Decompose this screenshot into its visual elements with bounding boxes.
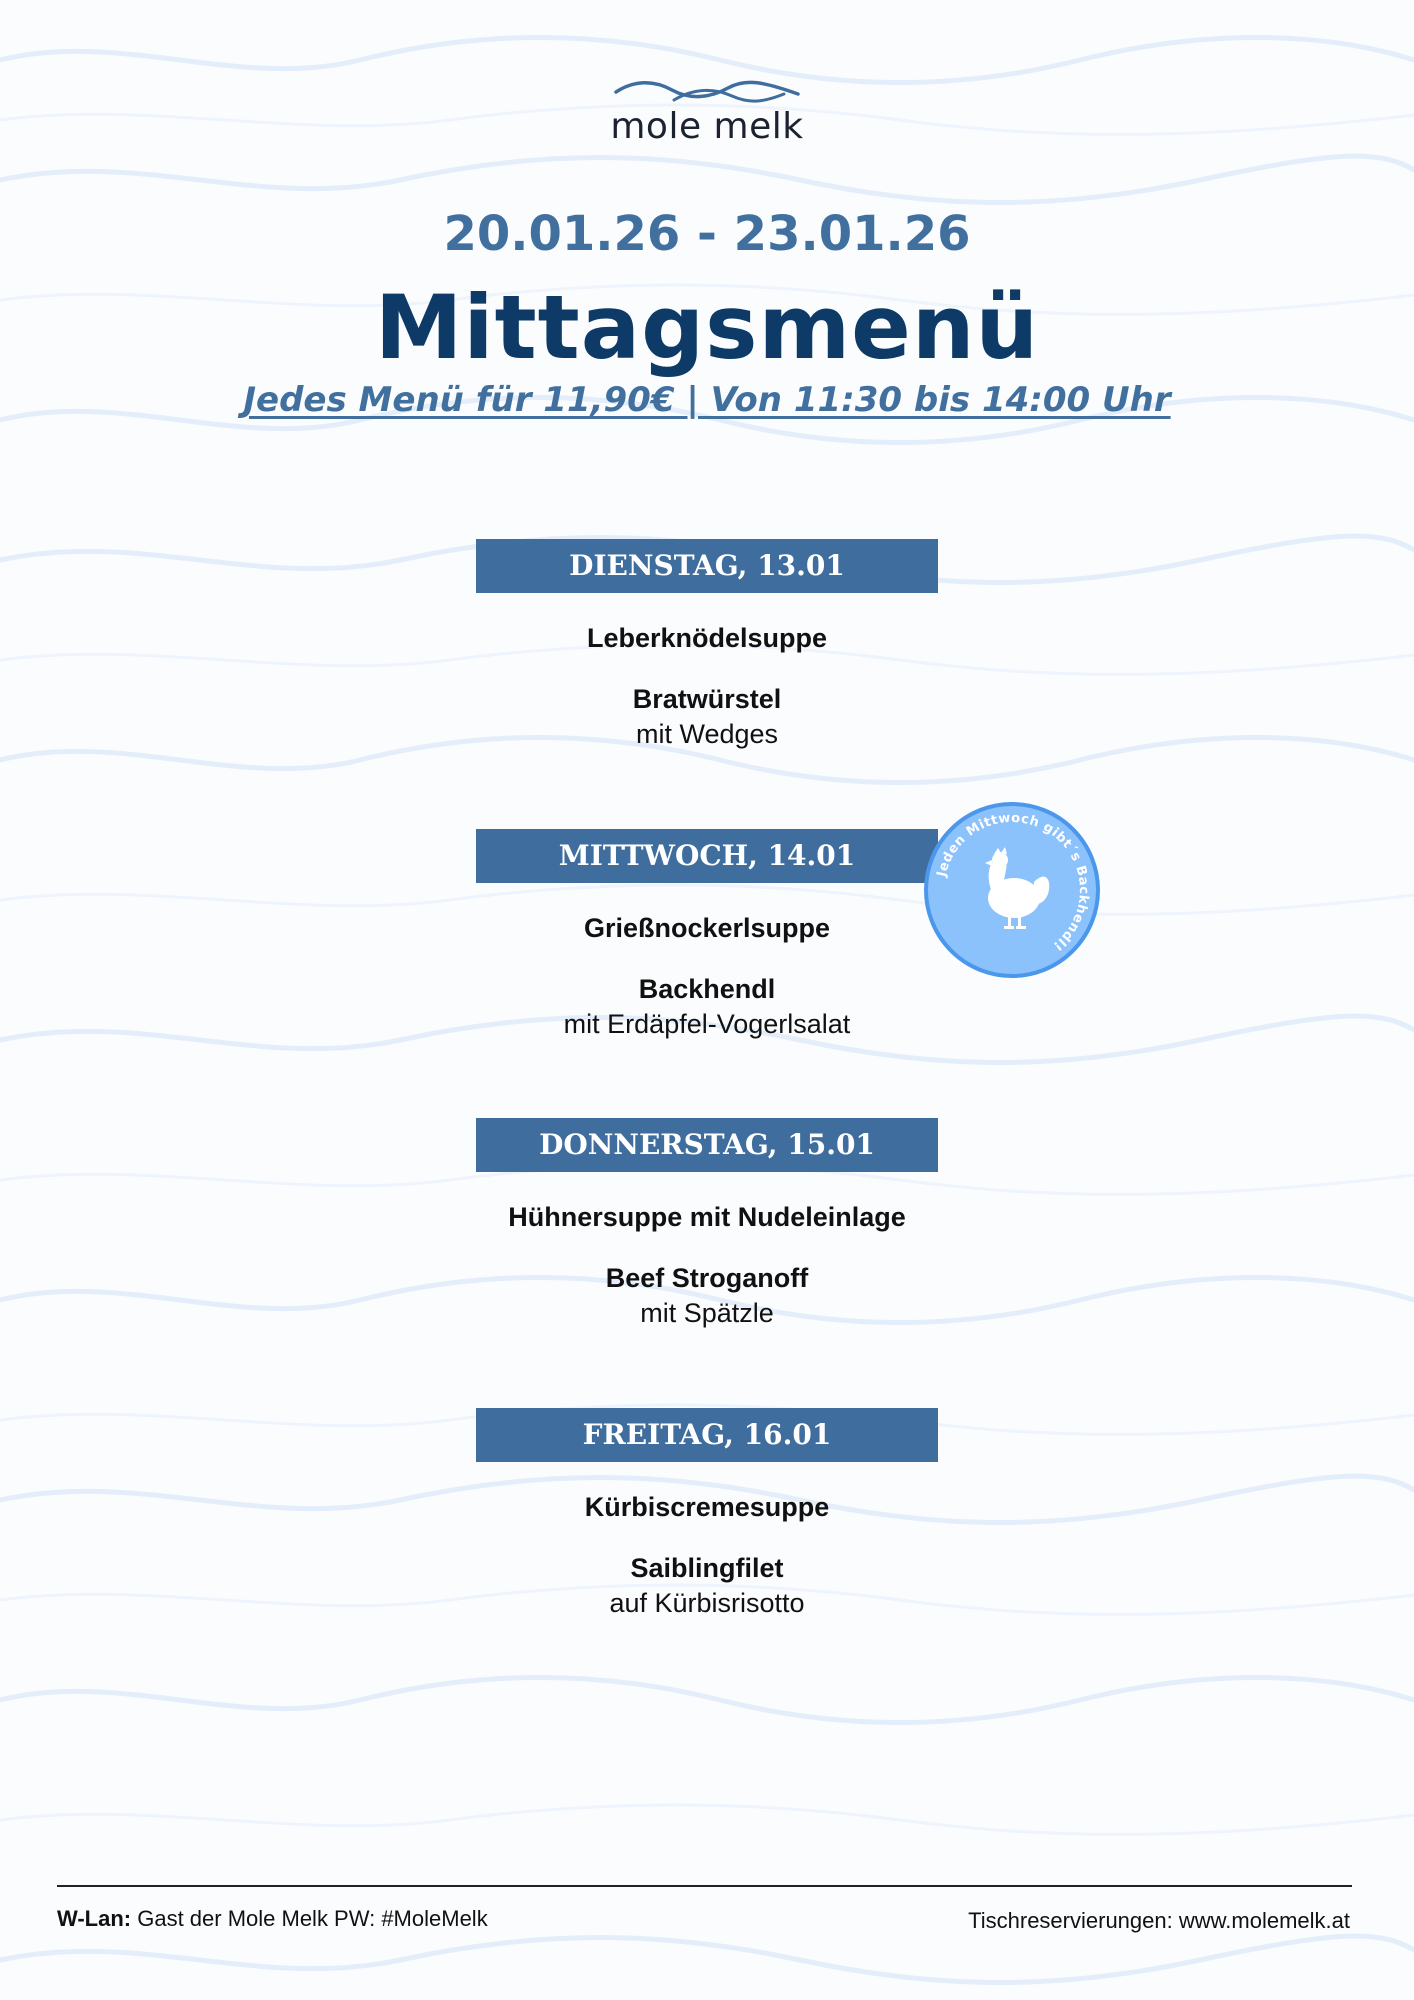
price-and-hours: Jedes Menü für 11,90€ | Von 11:30 bis 14:00 Uhr [243,380,1171,420]
main-dish: Beef Stroganoff [605,1263,809,1293]
waves-icon [614,78,800,104]
brand-name: mole melk [610,106,804,147]
day-label: MITTWOCH, 14.01 [476,829,938,883]
reservation-info: Tischreservierungen: www.molemelk.at [968,1908,1350,1933]
main-dish: Backhendl [638,974,776,1004]
footer-divider [57,1885,1352,1887]
badge-text: Jeden Mittwoch gibt´s Backhendl! [934,810,1092,954]
main-dish: Saiblingfilet [630,1553,784,1583]
date-range: 20.01.26 - 23.01.26 [443,206,971,262]
wifi-text: Gast der Mole Melk PW: #MoleMelk [137,1906,488,1931]
page-title: Mittagsmenü [374,276,1040,379]
side-dish: mit Wedges [635,719,779,749]
soup-item: Leberknödelsuppe [586,623,828,653]
soup-item: Kürbiscremesuppe [584,1492,830,1522]
backhendl-badge [922,800,1102,980]
day-label: DONNERSTAG, 15.01 [476,1118,938,1172]
side-dish: mit Erdäpfel-Vogerlsalat [563,1009,851,1039]
brand-logo [600,78,814,158]
side-dish: auf Kürbisrisotto [609,1588,805,1618]
soup-item: Hühnersuppe mit Nudeleinlage [508,1202,906,1232]
day-label: FREITAG, 16.01 [476,1408,938,1462]
wifi-info [57,1906,488,1932]
wifi-label: W-Lan: [57,1906,132,1931]
side-dish: mit Spätzle [640,1298,774,1328]
main-dish: Bratwürstel [632,684,782,714]
day-label: DIENSTAG, 13.01 [476,539,938,593]
soup-item: Grießnockerlsuppe [583,913,831,943]
